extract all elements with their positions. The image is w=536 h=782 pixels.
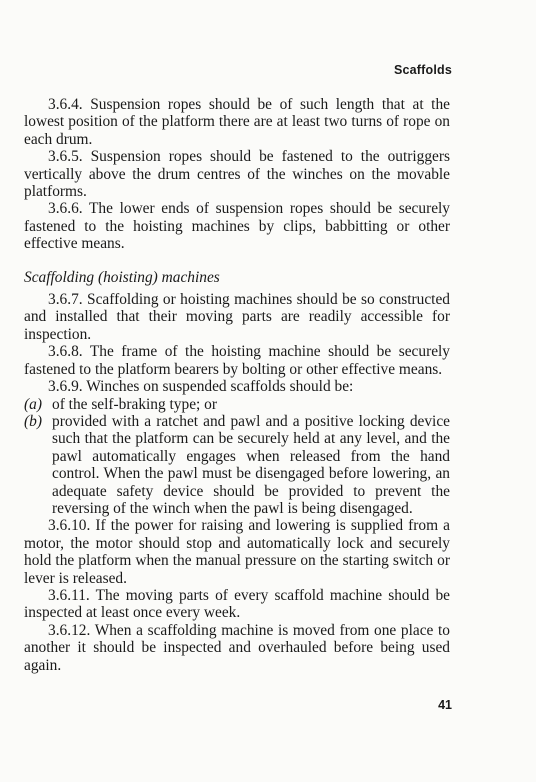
paragraph-3-6-11: 3.6.11. The moving parts of every scaffold machine should be inspected at least once every week. xyxy=(24,586,450,622)
running-header: Scaffolds xyxy=(393,63,452,77)
page-body xyxy=(24,96,450,674)
list-marker: (b) xyxy=(24,412,42,430)
paragraph-3-6-8: 3.6.8. The frame of the hoisting machine should be securely fastened to the platform bearers by bolting or other effective means. xyxy=(24,343,450,378)
list-item-b xyxy=(24,413,450,517)
paragraph-3-6-5: 3.6.5. Suspension ropes should be fastened to the outriggers vertically above the drum centres of the winches on the movable platforms. xyxy=(24,148,450,201)
section-heading: Scaffolding (hoisting) machines xyxy=(24,268,220,286)
paragraph-3-6-4: 3.6.4. Suspension ropes should be of such length that at the lowest position of the platform there are at least two turns of rope on each drum. xyxy=(24,96,450,148)
list-item-a xyxy=(24,396,450,413)
paragraph-3-6-10: 3.6.10. If the power for raising and lowering is supplied from a motor, the motor should stop and automatically lock and securely hold the platform when the manual pressure on the starting switch or lever is released. xyxy=(24,517,450,587)
paragraph-3-6-12: 3.6.12. When a scaffolding machine is moved from one place to another it should be inspected and overhauled before being used again. xyxy=(24,621,450,674)
paragraph-3-6-7: 3.6.7. Scaffolding or hoisting machines should be so constructed and installed that their moving parts are readily accessible for inspection. xyxy=(24,291,450,343)
paragraph-3-6-9: 3.6.9. Winches on suspended scaffolds should be: xyxy=(48,378,354,396)
list-text: provided with a ratchet and pawl and a positive locking device such that the platform can be securely held at any level, and the pawl automatically engages when released from the hand control. When the pawl must be disengaged before lowering, an adequate safety device should be provided to prevent the reversing of the winch when the pawl is being disengaged. xyxy=(52,412,450,517)
list-text: of the self-braking type; or xyxy=(52,395,217,413)
list-marker: (a) xyxy=(24,395,42,413)
paragraph-3-6-6: 3.6.6. The lower ends of suspension ropes should be securely fastened to the hoisting machines by clips, babbitting or other effective means. xyxy=(24,200,450,253)
page-number: 41 xyxy=(438,698,452,712)
